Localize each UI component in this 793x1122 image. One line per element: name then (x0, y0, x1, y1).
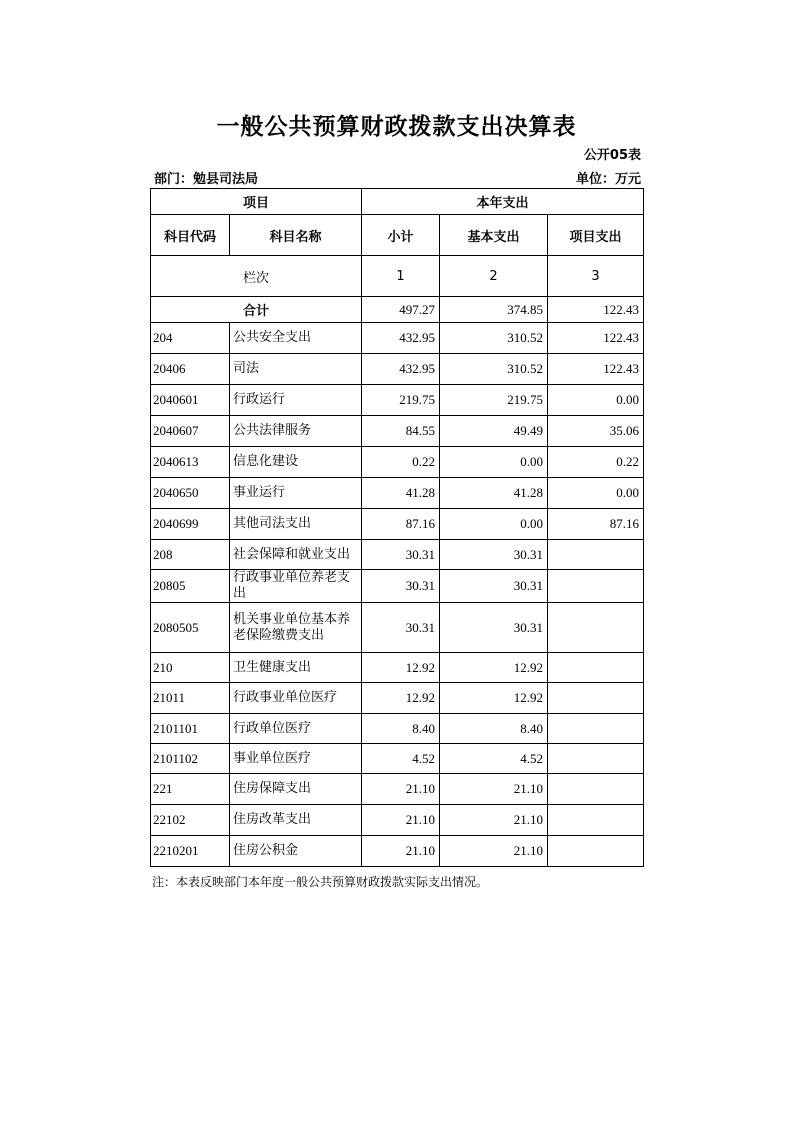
row-basic: 310.52 (440, 354, 548, 385)
table-row (151, 805, 644, 836)
row-project: 87.16 (548, 509, 644, 540)
row-code: 2040607 (151, 416, 230, 447)
row-code: 21011 (151, 683, 230, 714)
row-project (548, 836, 644, 867)
row-subtotal: 0.22 (362, 447, 440, 478)
total-subtotal: 497.27 (362, 297, 440, 323)
row-subtotal: 219.75 (362, 385, 440, 416)
row-subtotal: 30.31 (362, 603, 440, 653)
row-basic: 21.10 (440, 836, 548, 867)
table-row (151, 540, 644, 570)
row-basic: 21.10 (440, 774, 548, 805)
row-code: 20805 (151, 570, 230, 603)
table-row (151, 416, 644, 447)
row-project: 122.43 (548, 354, 644, 385)
row-basic: 41.28 (440, 478, 548, 509)
table-row (151, 714, 644, 744)
header-basic: 基本支出 (440, 215, 548, 256)
row-project (548, 683, 644, 714)
row-subtotal: 87.16 (362, 509, 440, 540)
row-project (548, 714, 644, 744)
row-subtotal: 21.10 (362, 836, 440, 867)
row-code: 20406 (151, 354, 230, 385)
table-row (151, 683, 644, 714)
table-body (151, 323, 644, 867)
row-code: 2040699 (151, 509, 230, 540)
row-basic: 12.92 (440, 683, 548, 714)
row-name: 住房改革支出 (230, 805, 362, 836)
row-name: 行政运行 (230, 385, 362, 416)
header-col1: 1 (362, 256, 440, 297)
table-row (151, 509, 644, 540)
row-code: 2040613 (151, 447, 230, 478)
table-row (151, 354, 644, 385)
row-subtotal: 84.55 (362, 416, 440, 447)
row-code: 2210201 (151, 836, 230, 867)
row-name: 行政事业单位养老支出 (230, 570, 362, 603)
row-subtotal: 41.28 (362, 478, 440, 509)
row-code: 22102 (151, 805, 230, 836)
unit-label: 单位：万元 (575, 172, 641, 187)
row-project: 0.22 (548, 447, 644, 478)
row-project: 35.06 (548, 416, 644, 447)
department-label: 部门：勉县司法局 (154, 172, 259, 187)
header-code: 科目代码 (151, 215, 230, 256)
row-basic: 8.40 (440, 714, 548, 744)
row-name: 公共安全支出 (230, 323, 362, 354)
header-col3: 3 (548, 256, 644, 297)
row-name: 司法 (230, 354, 362, 385)
row-subtotal: 8.40 (362, 714, 440, 744)
row-name: 住房公积金 (230, 836, 362, 867)
row-project (548, 744, 644, 774)
row-basic: 30.31 (440, 540, 548, 570)
row-project: 0.00 (548, 478, 644, 509)
row-code: 204 (151, 323, 230, 354)
header-subtotal: 小计 (362, 215, 440, 256)
row-basic: 21.10 (440, 805, 548, 836)
row-basic: 30.31 (440, 570, 548, 603)
row-basic: 310.52 (440, 323, 548, 354)
page-title: 一般公共预算财政拨款支出决算表 (216, 114, 577, 140)
row-code: 2101102 (151, 744, 230, 774)
row-basic: 0.00 (440, 447, 548, 478)
row-project: 122.43 (548, 323, 644, 354)
form-number: 公开05表 (583, 148, 641, 163)
header-project-exp: 项目支出 (548, 215, 644, 256)
row-name: 行政事业单位医疗 (230, 683, 362, 714)
total-row (151, 297, 644, 323)
row-subtotal: 432.95 (362, 354, 440, 385)
table-row (151, 744, 644, 774)
row-subtotal: 21.10 (362, 805, 440, 836)
row-subtotal: 12.92 (362, 653, 440, 683)
row-basic: 4.52 (440, 744, 548, 774)
header-row-3 (151, 256, 644, 297)
row-subtotal: 12.92 (362, 683, 440, 714)
header-project: 项目 (151, 189, 362, 215)
row-name: 机关事业单位基本养老保险缴费支出 (230, 603, 362, 653)
row-code: 208 (151, 540, 230, 570)
header-row-1 (151, 189, 644, 215)
row-name: 信息化建设 (230, 447, 362, 478)
row-code: 2040601 (151, 385, 230, 416)
table-row (151, 447, 644, 478)
table-row (151, 774, 644, 805)
total-project: 122.43 (548, 297, 644, 323)
table-row (151, 478, 644, 509)
row-code: 221 (151, 774, 230, 805)
table-row (151, 603, 644, 653)
row-subtotal: 21.10 (362, 774, 440, 805)
row-project (548, 774, 644, 805)
total-label: 合计 (151, 297, 362, 323)
table-row (151, 836, 644, 867)
row-project (548, 653, 644, 683)
row-project (548, 805, 644, 836)
row-subtotal: 4.52 (362, 744, 440, 774)
header-row-2 (151, 215, 644, 256)
row-project: 0.00 (548, 385, 644, 416)
footnote: 注：本表反映部门本年度一般公共预算财政拨款实际支出情况。 (152, 875, 489, 889)
expenditure-table (150, 188, 644, 867)
row-project (548, 540, 644, 570)
table-row (151, 385, 644, 416)
row-basic: 12.92 (440, 653, 548, 683)
table-row (151, 570, 644, 603)
row-name: 住房保障支出 (230, 774, 362, 805)
row-name: 其他司法支出 (230, 509, 362, 540)
row-subtotal: 30.31 (362, 570, 440, 603)
header-col2: 2 (440, 256, 548, 297)
header-current-year: 本年支出 (362, 189, 644, 215)
row-basic: 219.75 (440, 385, 548, 416)
row-subtotal: 432.95 (362, 323, 440, 354)
table-row (151, 323, 644, 354)
row-subtotal: 30.31 (362, 540, 440, 570)
header-name: 科目名称 (230, 215, 362, 256)
row-code: 2040650 (151, 478, 230, 509)
row-name: 公共法律服务 (230, 416, 362, 447)
row-basic: 30.31 (440, 603, 548, 653)
row-basic: 49.49 (440, 416, 548, 447)
row-name: 事业运行 (230, 478, 362, 509)
row-code: 210 (151, 653, 230, 683)
row-name: 卫生健康支出 (230, 653, 362, 683)
row-name: 行政单位医疗 (230, 714, 362, 744)
row-basic: 0.00 (440, 509, 548, 540)
total-basic: 374.85 (440, 297, 548, 323)
row-code: 2101101 (151, 714, 230, 744)
table-row (151, 653, 644, 683)
row-name: 社会保障和就业支出 (230, 540, 362, 570)
header-column-order: 栏次 (151, 256, 362, 297)
row-project (548, 603, 644, 653)
row-code: 2080505 (151, 603, 230, 653)
row-project (548, 570, 644, 603)
row-name: 事业单位医疗 (230, 744, 362, 774)
